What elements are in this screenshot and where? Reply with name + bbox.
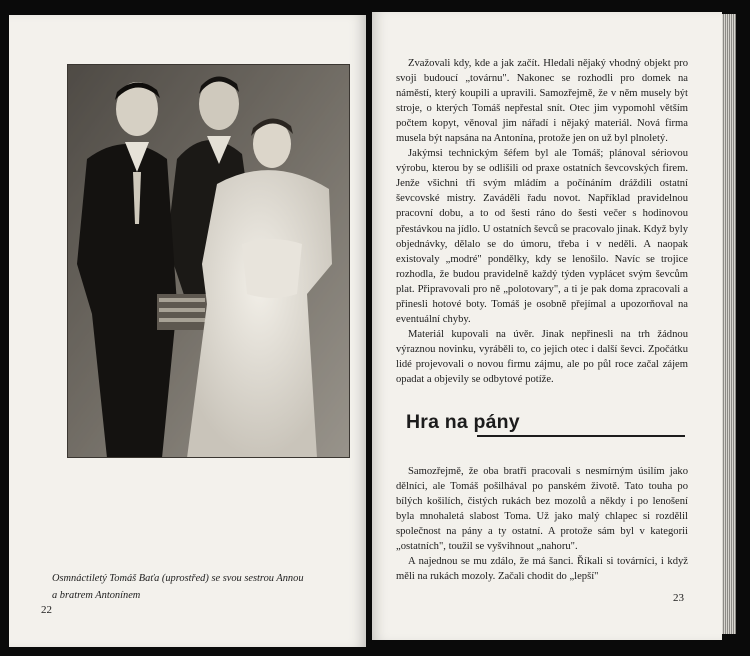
photo-caption [52,570,362,604]
left-page [9,15,366,647]
heading-rule [477,435,685,437]
caption-line-1: Osmnáctiletý Tomáš Baťa (uprostřed) se svou sestrou Annou [52,573,304,584]
paragraph: Zvažovali kdy, kde a jak začít. Hledali nějaký vhodný objekt pro svoji budoucí „továrnu". Nakonec se rozhodli pro domek na náměstí, který koupili a upravili. Samozřejmě, že v něm musely být stroje, o kterých Tomáš nepřestal snít. Otec jim vypomohl větším počtem kopyt, věnoval jim nářadí i nějaký materiál. Nová firma musela být napsána na Antonína, protože jen on už byl plnoletý. [396,58,688,145]
portrait-photo [67,64,350,458]
body-text-top [396,56,688,387]
page-edges [722,14,736,634]
paragraph: Jakýmsi technickým šéfem byl ale Tomáš; plánoval sériovou výrobu, kterou by se odlišili od praxe ostatních ševcovských firem. Jenže všichni tři svým mládím a počínáním dráždili ostatní ševcovské mistry. Zaváděli řadu novot. Například pravidelnou pracovní dobu, a to od šesti ráno do šesti večer s hodinovou přestávkou na jídlo. U ostatních ševců se pracovalo jinak. Když byly objednávky, dělalo se do úmoru, třeba i v neděli. A naopak existovaly „modré" pondělky, kdy se lenošilo. Navíc se trojice rozhodla, že budou pravidelně každý týden vyplácet svým ševcům plat. Připravovali pro ně „polotovary", a ti je pak doma zpracovali a přinesli hotové boty. Tomáš je osobně přejímal a upozorňoval na eventuální chyby. [396,148,688,325]
caption-line-2: a bratrem Antonínem [52,590,141,601]
page-number-right: 23 [673,592,684,604]
page-number-left: 22 [41,604,52,616]
section-heading: Hra na pány [406,411,520,433]
body-text-bottom [396,464,688,584]
right-page [372,12,722,640]
paragraph: A najednou se mu zdálo, že má šanci. Říkali si továrníci, i když měli na rukách mozoly. Začali chodit do „lepší" [396,556,688,583]
paragraph: Materiál kupovali na úvěr. Jinak nepřinesli na trh žádnou výraznou novinku, vyráběli to, co jejich otec i další ševci. Zpočátku lidé projevovali o novou firmu zájmu, ale po půl roce začal zájem opadat a objevily se odbytové potíže. [396,328,688,385]
paragraph: Samozřejmě, že oba bratři pracovali s nesmírným úsilím jako dělníci, ale Tomáš pošilhával po panském životě. Tato touha po bílých košilích, čistých rukách bez mozolů a někdy i po lenošení byla mnohaletá slabost Toma. Už jako malý chlapec si rozdělil společnost na pány a ty ostatní. A protože sám byl v kategorii „ostatních", toužil se vyšvihnout „nahoru". [396,466,688,553]
